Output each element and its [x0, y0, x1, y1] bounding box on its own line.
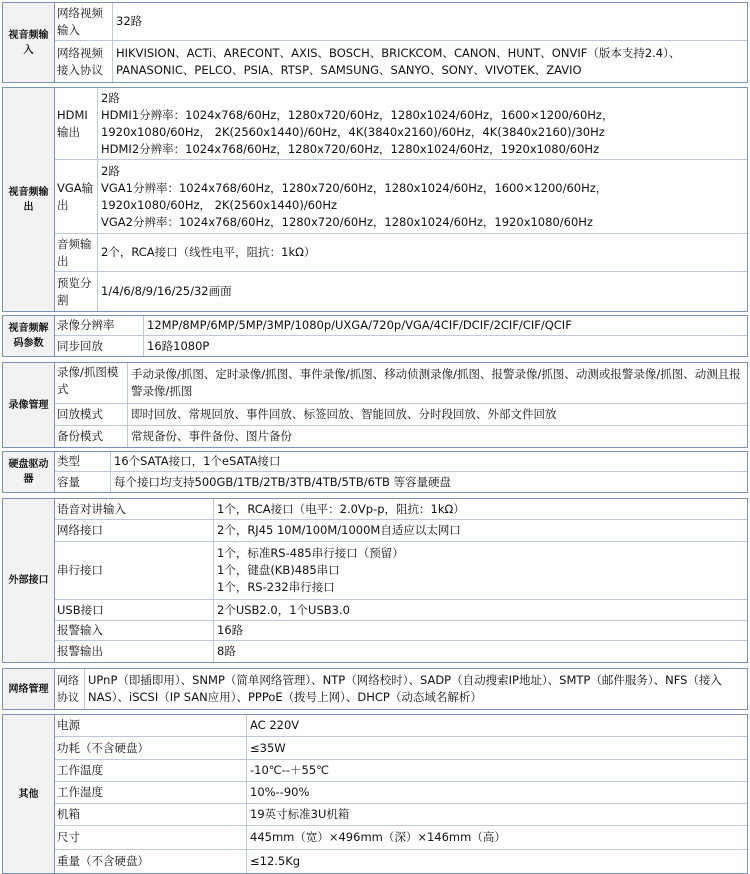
value-line: 常规备份、事件备份、图片备份 — [131, 429, 292, 443]
spec-row — [55, 737, 747, 760]
value-line: 10%--90% — [250, 785, 310, 799]
value-line: 16路1080P — [147, 338, 210, 353]
value-line: HIKVISION、ACTi、ARECONT、AXIS、BOSCH、BRICKCOM、CANON、HUNT、ONVIF（版本支持2.4）、 — [116, 45, 681, 60]
value-line: 19英寸标准3U机箱 — [250, 807, 350, 821]
spec-row — [55, 472, 747, 492]
spec-value — [214, 499, 747, 519]
spec-label: 尺寸 — [55, 826, 247, 849]
spec-label: 录像分辨率 — [55, 316, 144, 335]
spec-row — [55, 41, 747, 82]
spec-value — [144, 336, 747, 356]
value-line: 2个，RCA接口（线性电平，阻抗：1kΩ） — [101, 245, 316, 259]
value-line: PANASONIC、PELCO、PSIA、RTSP、SAMSUNG、SANYO、SONY、VIVOTEK、ZAVIO — [116, 62, 582, 77]
spec-value — [98, 272, 747, 311]
category-cell — [3, 715, 55, 873]
spec-value — [111, 452, 747, 471]
spec-row — [55, 600, 747, 621]
value-line: 16路 — [217, 623, 244, 637]
spec-label: 网络接口 — [55, 520, 214, 541]
spec-value — [128, 363, 747, 403]
spec-label: USB接口 — [55, 600, 214, 620]
category-cell — [3, 452, 55, 492]
value-line: 每个接口均支持500GB/1TB/2TB/3TB/4TB/5TB/6TB 等容量硬盘 — [114, 474, 452, 489]
value-line: 1个，RS-232串行接口 — [217, 580, 335, 594]
spec-label: 工作湿度 — [55, 782, 247, 803]
category-cell — [3, 316, 55, 356]
spec-row — [55, 234, 747, 272]
value-line: 1个，键盘(KB)485串口 — [217, 563, 340, 577]
spec-label: 类型 — [55, 452, 111, 471]
spec-label: 录像/抓图模式 — [55, 363, 128, 403]
spec-value — [247, 782, 747, 803]
category-cell — [3, 3, 55, 82]
spec-value — [247, 737, 747, 759]
spec-label: 报警输入 — [55, 621, 214, 640]
spec-value — [214, 520, 747, 541]
spec-row — [55, 452, 747, 472]
value-line: AC 220V — [250, 718, 300, 732]
value-line: 2个USB2.0，1个USB3.0 — [217, 602, 350, 617]
value-line: 2路 — [101, 163, 120, 178]
spec-value — [98, 88, 747, 159]
category-cell — [3, 88, 55, 311]
spec-row — [55, 316, 747, 336]
spec-value — [214, 542, 747, 599]
spec-value — [98, 234, 747, 271]
value-line: 1920x1080/60Hz， 2K(2560x1440)/60Hz，4K(3840x2160)/60Hz，4K(3840x2160)/30Hz — [101, 124, 605, 139]
spec-value — [113, 3, 747, 40]
spec-label: 重量（不含硬盘） — [55, 850, 247, 873]
value-line: VGA2分辨率：1024x768/60Hz，1280x720/60Hz，1280x1024/60Hz，1920x1080/60Hz — [101, 214, 593, 229]
category-label: 其他 — [18, 788, 39, 800]
value-line: HDMI1分辨率：1024x768/60Hz，1280x720/60Hz，1280x1024/60Hz，1600×1200/60Hz， — [101, 107, 614, 122]
section-network-management — [2, 668, 748, 710]
spec-row — [55, 715, 747, 737]
spec-label: 工作温度 — [55, 760, 247, 781]
spec-value — [214, 641, 747, 662]
section-video-audio-input — [2, 2, 748, 83]
value-line: 8路 — [217, 644, 236, 658]
spec-label: 回放模式 — [55, 404, 128, 425]
spec-label: 语音对讲输入 — [55, 499, 214, 519]
spec-row — [55, 641, 747, 662]
spec-value — [144, 316, 747, 335]
spec-label: 网络视频输入 — [55, 3, 113, 40]
category-label: 视音频输入 — [8, 29, 49, 56]
spec-row — [55, 669, 747, 709]
spec-row — [55, 520, 747, 542]
spec-row — [55, 760, 747, 782]
spec-row — [55, 621, 747, 641]
value-line: UPnP（即插即用）、SNMP（简单网络管理）、NTP（网络校时）、SADP（自动搜索IP地址）、SMTP（邮件服务）、NFS（接入NAS）、iSCSI（IP SAN应用）、PPPoE（拨号上网）、DHCP（动态域名解析） — [88, 673, 722, 704]
category-cell — [3, 669, 55, 709]
section-hard-drive — [2, 451, 748, 493]
spec-value — [128, 404, 747, 425]
value-line: 2路 — [101, 90, 120, 105]
spec-value — [247, 850, 747, 873]
spec-value — [111, 472, 747, 492]
category-label: 外部接口 — [8, 575, 49, 586]
section-decoding-params — [2, 315, 748, 357]
spec-row — [55, 363, 747, 404]
value-line: 1/4/6/8/9/16/25/32画面 — [101, 284, 232, 298]
category-cell — [3, 499, 55, 662]
spec-label: 网络协议 — [55, 669, 85, 709]
value-line: 32路 — [116, 14, 143, 28]
spec-row — [55, 850, 747, 873]
spec-label: 备份模式 — [55, 426, 128, 447]
spec-value — [113, 41, 747, 82]
spec-row — [55, 88, 747, 160]
spec-row — [55, 404, 747, 426]
category-label: 视音频解码参数 — [8, 323, 49, 349]
spec-label: VGA输出 — [55, 160, 98, 233]
spec-label: 容量 — [55, 472, 111, 492]
value-line: 1个，RCA接口（电平：2.0Vp-p，阻抗：1kΩ） — [217, 501, 465, 516]
spec-value — [247, 760, 747, 781]
value-line: 1个，标准RS-485串行接口（预留） — [217, 546, 404, 560]
value-line: 12MP/8MP/6MP/5MP/3MP/1080p/UXGA/720p/VGA/4CIF/DCIF/2CIF/CIF/QCIF — [147, 318, 572, 332]
spec-label: 音频输出 — [55, 234, 98, 271]
value-line: 手动录像/抓图、定时录像/抓图、事件录像/抓图、移动侦测录像/抓图、报警录像/抓图、动测或报警录像/抓图、动测且报警录像/抓图 — [131, 367, 741, 398]
spec-value — [98, 160, 747, 233]
category-label: 录像管理 — [8, 399, 49, 411]
spec-value — [247, 826, 747, 849]
category-label: 网络管理 — [8, 683, 49, 695]
spec-row — [55, 336, 747, 356]
spec-row — [55, 782, 747, 804]
value-line: 1920x1080/60Hz， 2K(2560x1440)/60Hz — [101, 197, 338, 212]
value-line: 16个SATA接口，1个eSATA接口 — [114, 454, 281, 468]
spec-row — [55, 272, 747, 311]
category-label: 硬盘驱动器 — [8, 459, 49, 485]
value-line: 445mm（宽）×496mm（深）×146mm（高） — [250, 830, 506, 844]
spec-value — [247, 804, 747, 825]
spec-label: 预览分割 — [55, 272, 98, 311]
section-recording-management — [2, 362, 748, 448]
value-line: ≤35W — [250, 740, 286, 755]
category-label: 视音频输出 — [8, 186, 49, 213]
spec-label: 功耗（不含硬盘） — [55, 737, 247, 759]
spec-label: 串行接口 — [55, 542, 214, 599]
spec-label: HDMI输出 — [55, 88, 98, 159]
value-line: -10℃--＋55℃ — [250, 763, 330, 777]
spec-row — [55, 426, 747, 447]
spec-value — [214, 621, 747, 640]
spec-row — [55, 160, 747, 234]
spec-row — [55, 542, 747, 600]
spec-row — [55, 3, 747, 41]
value-line: 即时回放、常规回放、事件回放、标签回放、智能回放、分时段回放、外部文件回放 — [131, 407, 557, 421]
spec-value — [214, 600, 747, 620]
spec-row — [55, 804, 747, 826]
value-line: VGA1分辨率：1024x768/60Hz，1280x720/60Hz，1280x1024/60Hz，1600×1200/60Hz， — [101, 180, 608, 195]
spec-label: 报警输出 — [55, 641, 214, 662]
spec-label: 网络视频接入协议 — [55, 41, 113, 82]
value-line: ≤12.5Kg — [250, 854, 301, 868]
value-line: 2个，RJ45 10M/100M/1000M自适应以太网口 — [217, 523, 461, 537]
section-other — [2, 714, 748, 874]
value-line: HDMI2分辨率：1024x768/60Hz，1280x720/60Hz，1280x1024/60Hz，1920x1080/60Hz — [101, 141, 600, 156]
spec-value — [247, 715, 747, 736]
spec-label: 同步回放 — [55, 336, 144, 356]
spec-value — [128, 426, 747, 447]
section-external-interfaces — [2, 498, 748, 663]
spec-row — [55, 826, 747, 850]
spec-value — [85, 669, 747, 709]
spec-label: 机箱 — [55, 804, 247, 825]
section-video-audio-output — [2, 87, 748, 312]
category-cell — [3, 363, 55, 447]
spec-label: 电源 — [55, 715, 247, 736]
spec-row — [55, 499, 747, 520]
